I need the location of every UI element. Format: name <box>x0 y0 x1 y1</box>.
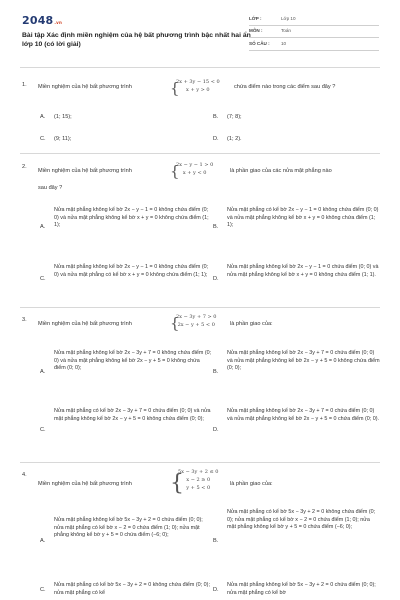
inequality: x + y > 0 <box>186 87 210 93</box>
question-stem-tail: là phần giao của: <box>230 321 273 327</box>
question-number: 1. <box>22 82 27 88</box>
option-letter[interactable]: D. <box>213 427 219 433</box>
option-letter[interactable]: D. <box>213 136 219 142</box>
inequality: 2x − y − 1 > 0 <box>176 162 214 168</box>
option-d[interactable]: Nửa mặt phẳng không kể bờ 2x − y − 1 = 0 chứa điểm (0; 0) và nửa mặt phẳng không kể bờ x + y = 0 không chứa điểm (1; 1). <box>227 264 379 278</box>
question-divider <box>20 153 380 154</box>
option-c[interactable]: Nửa mặt phẳng không kể bờ 2x − y − 1 = 0 không chứa điểm (0; 0) và nửa mặt phẳng có kể bờ x + y = 0 không chứa điểm (1; 1); <box>54 264 209 278</box>
option-a[interactable]: (1; 15); <box>54 114 72 120</box>
meta-label: MÔN : <box>249 28 263 34</box>
meta-row-grade <box>249 13 379 26</box>
question-stem-tail: là phần giao của các nửa mặt phẳng nào <box>230 168 332 174</box>
option-letter[interactable]: C. <box>40 587 46 593</box>
question-divider <box>20 462 380 463</box>
inequality: 5x − 3y + 2 ≤ 0 <box>178 469 219 475</box>
document-meta <box>249 13 379 51</box>
option-letter[interactable]: C. <box>40 276 46 282</box>
inequality: 2x + 3y − 15 < 0 <box>176 79 220 85</box>
header-divider <box>20 67 380 68</box>
inequality-system <box>176 78 220 94</box>
inequality-system <box>176 161 213 177</box>
system-brace: { <box>170 314 180 332</box>
option-a[interactable]: Nửa mặt phẳng không kể bờ 2x − y − 1 = 0 không chứa điểm (0; 0) và nửa mặt phẳng không kể bờ x + y = 0 không chứa điểm (1; 1); <box>54 207 209 229</box>
option-d[interactable]: Nửa mặt phẳng không kể bờ 5x − 3y + 2 = 0 chứa điểm (0; 0); nửa mặt phẳng có kể bờ <box>227 582 376 596</box>
option-letter[interactable]: D. <box>213 276 219 282</box>
question-4 <box>20 467 380 600</box>
option-b[interactable]: (7; 8); <box>227 114 242 120</box>
meta-value: 10 <box>281 40 287 46</box>
option-b[interactable]: Nửa mặt phẳng không kể bờ 2x − 3y + 7 = 0 chứa điểm (0; 0) và nửa mặt phẳng không kể bờ 2x − y + 5 = 0 không chứa điểm (0; 0); <box>227 350 380 372</box>
logo-text: 2048 <box>22 14 54 27</box>
option-letter[interactable]: A. <box>40 224 46 230</box>
inequality: y + 5 < 0 <box>186 485 211 491</box>
option-letter[interactable]: D. <box>213 587 219 593</box>
option-letter[interactable]: C. <box>40 427 46 433</box>
meta-label: LỚP : <box>249 15 262 21</box>
question-2 <box>20 160 380 305</box>
logo-domain: .vn <box>54 20 62 25</box>
system-brace: { <box>170 79 180 97</box>
question-stem: Miền nghiệm của hệ bất phương trình <box>38 321 132 327</box>
option-c[interactable]: Nửa mặt phẳng có kể bờ 5x − 3y + 2 = 0 không chứa điểm (0; 0); nửa mặt phẳng có kể <box>54 582 210 596</box>
question-stem: Miền nghiệm của hệ bất phương trình <box>38 168 132 174</box>
system-brace: { <box>170 471 184 496</box>
option-letter[interactable]: B. <box>213 114 219 120</box>
system-brace: { <box>170 162 180 180</box>
option-letter[interactable]: A. <box>40 114 46 120</box>
option-b[interactable]: Nửa mặt phẳng có kể bờ 2x − y − 1 = 0 không chứa điểm (0; 0) và nửa mặt phẳng không kể bờ x + y = 0 không chứa điểm (1; 1); <box>227 207 379 229</box>
question-number: 3. <box>22 317 27 323</box>
option-letter[interactable]: C. <box>40 136 46 142</box>
page-header <box>0 0 400 62</box>
option-d[interactable]: (1; 2). <box>227 136 242 142</box>
meta-row-subject <box>249 26 379 39</box>
inequality: x − 2 ≥ 0 <box>186 477 211 483</box>
inequality-system <box>176 313 216 329</box>
option-c[interactable]: (9; 11); <box>54 136 72 142</box>
option-d[interactable]: Nửa mặt phẳng không kể bờ 2x − 3y + 7 = 0 chứa điểm (0; 0) và nửa mặt phẳng không kể bờ 2x − y + 5 = 0 chứa điểm (0; 0). <box>227 408 380 422</box>
option-letter[interactable]: B. <box>213 224 219 230</box>
question-divider <box>20 307 380 308</box>
question-stem-tail: chứa điểm nào trong các điểm sau đây ? <box>234 84 336 90</box>
option-c[interactable]: Nửa mặt phẳng có kể bờ 2x − 3y + 7 = 0 chứa điểm (0; 0) và nửa mặt phẳng không kể bờ 2x − y + 5 = 0 không chứa điểm (0; 0); <box>54 408 211 422</box>
option-letter[interactable]: B. <box>213 369 219 375</box>
option-b[interactable]: Nửa mặt phẳng có kể bờ 5x − 3y + 2 = 0 không chứa điểm (0; 0); nửa mặt phẳng có kể bờ x − 2 = 0 chứa điểm (1; 0); nửa mặt phẳng không kể bờ y + 5 = 0 chứa điểm (−6; 0); <box>227 509 376 531</box>
inequality: 2x − 3y + 7 > 0 <box>176 314 217 320</box>
option-letter[interactable]: B. <box>213 538 219 544</box>
meta-row-count <box>249 38 379 51</box>
question-number: 4. <box>22 472 27 478</box>
meta-value: Toán <box>281 28 291 34</box>
option-letter[interactable]: A. <box>40 369 46 375</box>
option-letter[interactable]: A. <box>40 538 46 544</box>
question-stem-tail: là phần giao của: <box>230 481 273 487</box>
question-number: 2. <box>22 164 27 170</box>
question-stem: Miền nghiệm của hệ bất phương trình <box>38 84 132 90</box>
option-a[interactable]: Nửa mặt phẳng không kể bờ 2x − 3y + 7 = 0 không chứa điểm (0; 0) và nửa mặt phẳng không kể bờ 2x − y + 5 = 0 không chứa điểm (0; 0); <box>54 350 212 372</box>
inequality: x + y < 0 <box>182 170 207 176</box>
question-3 <box>20 312 380 457</box>
inequality: 2x − y + 5 < 0 <box>177 322 215 328</box>
meta-value: Lớp 10 <box>281 15 296 21</box>
document-title: Bài tập Xác định miền nghiệm của hệ bất phương trình bậc nhất hai ẩn lớp 10 (có lời giải) <box>22 32 251 49</box>
meta-label: SỐ CÂU : <box>249 40 270 46</box>
question-1 <box>20 78 380 158</box>
site-logo[interactable] <box>22 14 62 29</box>
question-stem-line2: sau đây ? <box>38 185 63 191</box>
inequality-system <box>178 468 218 492</box>
option-a[interactable]: Nửa mặt phẳng không kể bờ 5x − 3y + 2 = 0 chứa điểm (0; 0); nửa mặt phẳng có kể bờ x − 2 = 0 chứa điểm (1; 0); nửa mặt phẳng không kể bờ y + 5 = 0 chứa điểm (−6; 0); <box>54 517 203 539</box>
question-stem: Miền nghiệm của hệ bất phương trình <box>38 481 132 487</box>
